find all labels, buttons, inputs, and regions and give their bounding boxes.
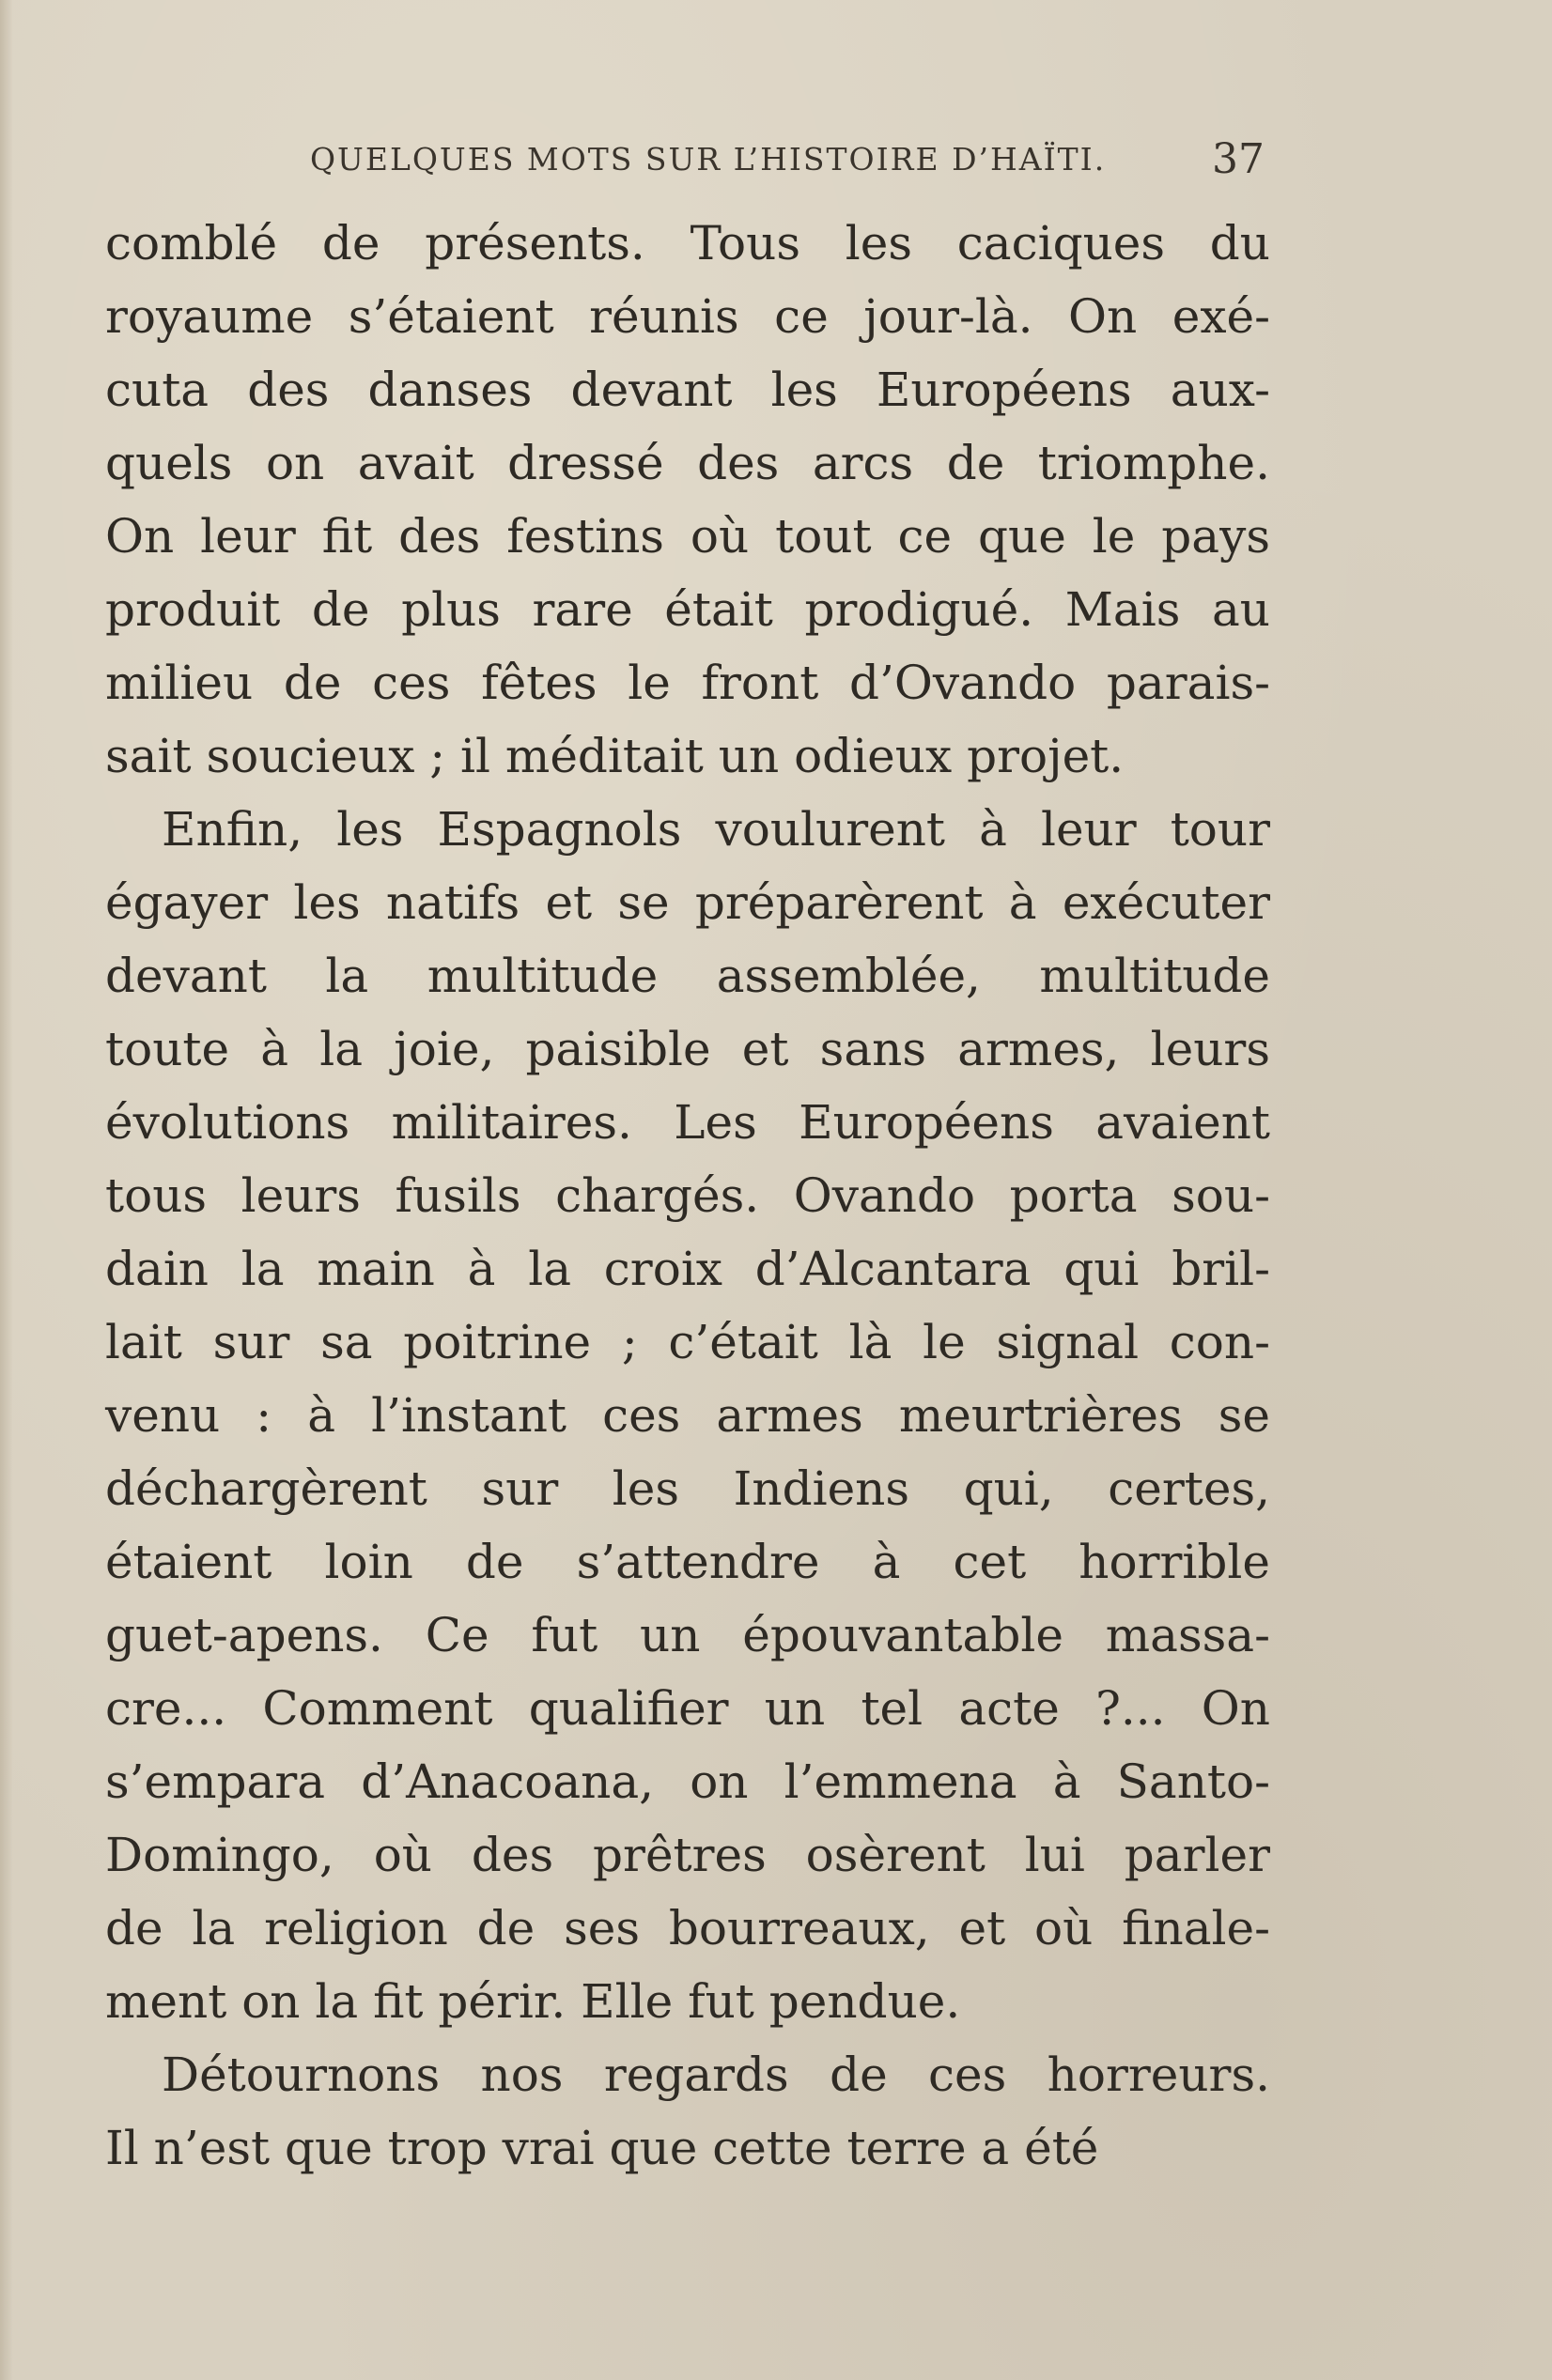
text-line: tous leurs fusils chargés. Ovando porta sou-: [105, 1168, 1270, 1223]
text-line: évolutions militaires. Les Européens avaient: [105, 1095, 1270, 1150]
text-line: lait sur sa poitrine ; c’était là le signal con-: [105, 1315, 1270, 1369]
text-line: sait soucieux ; il méditait un odieux projet.: [105, 729, 1125, 783]
text-line: royaume s’étaient réunis ce jour-là. On exé-: [105, 289, 1270, 344]
page-gutter-shadow: [0, 0, 13, 2380]
text-line: cre... Comment qualifier un tel acte ?... On: [105, 1681, 1270, 1736]
text-line: devant la multitude assemblée, multitude: [105, 949, 1270, 1003]
text-line: comblé de présents. Tous les caciques du: [105, 216, 1270, 270]
text-line: venu : à l’instant ces armes meurtrières se: [105, 1388, 1270, 1443]
text-line: de la religion de ses bourreaux, et où finale-: [105, 1901, 1270, 1955]
text-line: produit de plus rare était prodigué. Mais au: [105, 582, 1270, 637]
text-line: étaient loin de s’attendre à cet horrible: [105, 1535, 1270, 1589]
text-line: dain la main à la croix d’Alcantara qui bril-: [105, 1242, 1270, 1296]
text-line: Détournons nos regards de ces horreurs.: [162, 2048, 1270, 2102]
text-line: Il n’est que trop vrai que cette terre a été: [105, 2121, 1099, 2175]
body-text: [105, 207, 1270, 2185]
text-line: toute à la joie, paisible et sans armes, leurs: [105, 1022, 1270, 1076]
running-head: [310, 135, 1272, 182]
text-line: quels on avait dressé des arcs de triomphe.: [105, 436, 1270, 490]
text-line: milieu de ces fêtes le front d’Ovando parais-: [105, 656, 1270, 710]
page-number: 37: [1212, 135, 1265, 183]
text-line: On leur fit des festins où tout ce que le pays: [105, 509, 1270, 564]
text-line: guet-apens. Ce fut un épouvantable massa-: [105, 1608, 1270, 1662]
text-line: égayer les natifs et se préparèrent à exécuter: [105, 875, 1270, 930]
text-line: ment on la fit périr. Elle fut pendue.: [105, 1974, 961, 2029]
text-line: Enfin, les Espagnols voulurent à leur tour: [162, 802, 1270, 857]
text-line: Domingo, où des prêtres osèrent lui parler: [105, 1828, 1270, 1882]
text-line: s’empara d’Anacoana, on l’emmena à Santo-: [105, 1754, 1270, 1809]
running-title: QUELQUES MOTS SUR L’HISTOIRE D’HAÏTI.: [310, 141, 1107, 178]
text-line: cuta des danses devant les Européens aux-: [105, 363, 1270, 417]
text-line: déchargèrent sur les Indiens qui, certes,: [105, 1461, 1270, 1516]
